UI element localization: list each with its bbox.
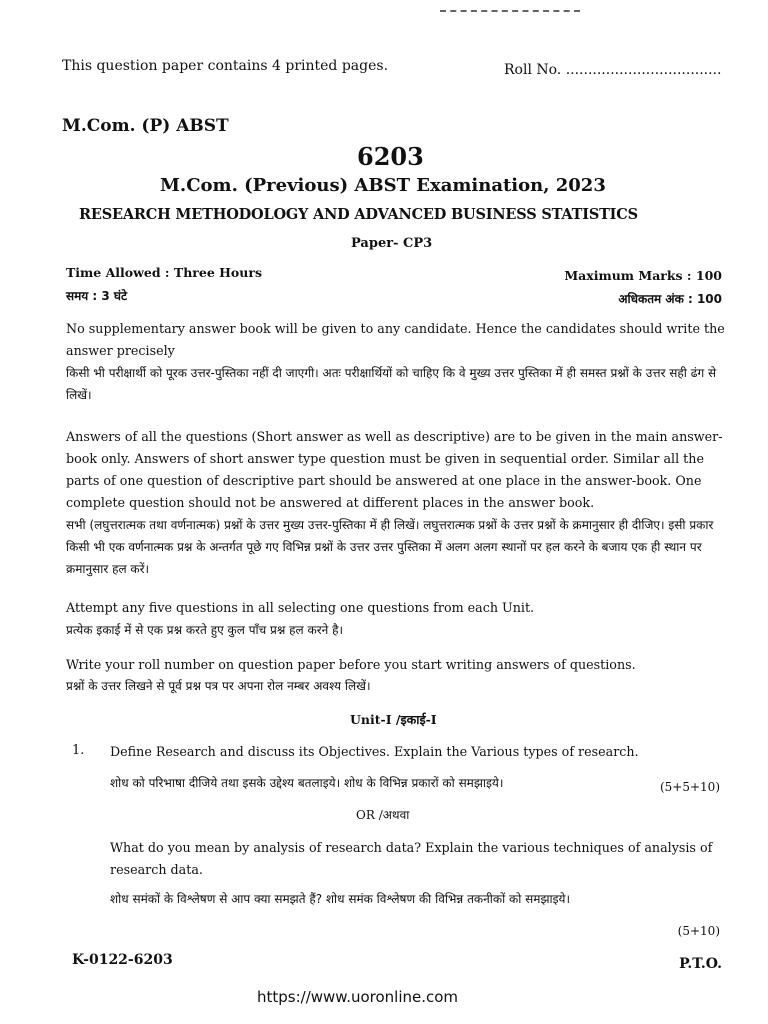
paper-footer-code: K-0122-6203 [72, 952, 173, 968]
paper-code: 6203 [357, 142, 424, 171]
instruction-3-hi: प्रत्येक इकाई में से एक प्रश्न करते हुए कुल पाँच प्रश्न हल करने है। [66, 623, 344, 637]
instruction-2-en: Answers of all the questions (Short answer as well as descriptive) are to be given in the main answer-book only. Answers of short answer type question must be given in sequential order. Similar all the parts of one question of descriptive part should be answered at one place in the answer-book. One complete question should not be answered at different places in the answer book. [66, 429, 723, 510]
question-1b-en: What do you mean by analysis of research data? Explain the various techniques of analysis of research data. [110, 840, 713, 877]
or-separator: OR /अथवा [356, 808, 410, 822]
question-1b-marks: (5+10) [677, 924, 720, 938]
instruction-1-hi: किसी भी परीक्षार्थी को पूरक उत्तर-पुस्तिका नहीं दी जाएगी। अतः परीक्षार्थियों को चाहिए कि वे मुख्य उत्तर पुस्तिका में ही समस्त प्रश्नों के उत्तर सही ढंग से लिखें। [66, 366, 717, 402]
max-marks-hi: अधिकतम अंक : 100 [618, 292, 722, 306]
instruction-4-en: Write your roll number on question paper before you start writing answers of questions. [66, 657, 636, 672]
max-marks-en: Maximum Marks : 100 [564, 268, 722, 283]
question-1a-en: Define Research and discuss its Objectives. Explain the Various types of research. [110, 744, 639, 759]
website-url[interactable]: https://www.uoronline.com [257, 988, 459, 1006]
question-1a-marks: (5+5+10) [659, 780, 720, 794]
subject-title: RESEARCH METHODOLOGY AND ADVANCED BUSINESS STATISTICS [79, 206, 638, 223]
time-allowed-en: Time Allowed : Three Hours [66, 265, 262, 280]
exam-title: M.Com. (Previous) ABST Examination, 2023 [160, 175, 606, 196]
question-1a-hi: शोध को परिभाषा दीजिये तथा इसके उद्देश्य बतलाइये। शोध के विभिन्न प्रकारों को समझाइये। [110, 776, 504, 790]
question-1b-hi: शोध समंकों के विश्लेषण से आप क्या समझते हैं? शोध समंक विश्लेषण की विभिन्न तकनीकों को समझाइये। [110, 892, 571, 906]
unit-heading: Unit-I /इकाई-I [350, 712, 437, 727]
pages-note: This question paper contains 4 printed pages. [62, 58, 389, 74]
paper-number: Paper- CP3 [351, 236, 433, 251]
roll-number-field: Roll No. ................................... [504, 62, 722, 78]
pto-label: P.T.O. [679, 956, 722, 972]
question-number: 1. [72, 743, 85, 758]
instruction-4-hi: प्रश्नों के उत्तर लिखने से पूर्व प्रश्न पत्र पर अपना रोल नम्बर अवश्य लिखें। [66, 679, 371, 693]
time-allowed-hi: समय : 3 घंटे [66, 289, 128, 303]
course-name: M.Com. (P) ABST [62, 116, 229, 136]
instruction-2-hi: सभी (लघुत्तरात्मक तथा वर्णनात्मक) प्रश्नों के उत्तर मुख्य उत्तर-पुस्तिका में ही लिखें। लघुत्तरात्मक प्रश्नों के उत्तर प्रश्नों के क्रमानुसार ही दीजिए। इसी प्रकार किसी भी एक वर्णनात्मक प्रश्न के अन्तर्गत पूछे गए विभिन्न प्रश्नों के उत्तर उत्तर पुस्तिका में अलग अलग स्थानों पर हल करने के बजाय एक ही स्थान पर क्रमानुसार हल करें। [66, 518, 714, 576]
instruction-1-en: No supplementary answer book will be given to any candidate. Hence the candidates should write the answer precisely [66, 321, 725, 358]
scan-mark [440, 10, 580, 14]
instruction-3-en: Attempt any five questions in all selecting one questions from each Unit. [66, 600, 535, 615]
